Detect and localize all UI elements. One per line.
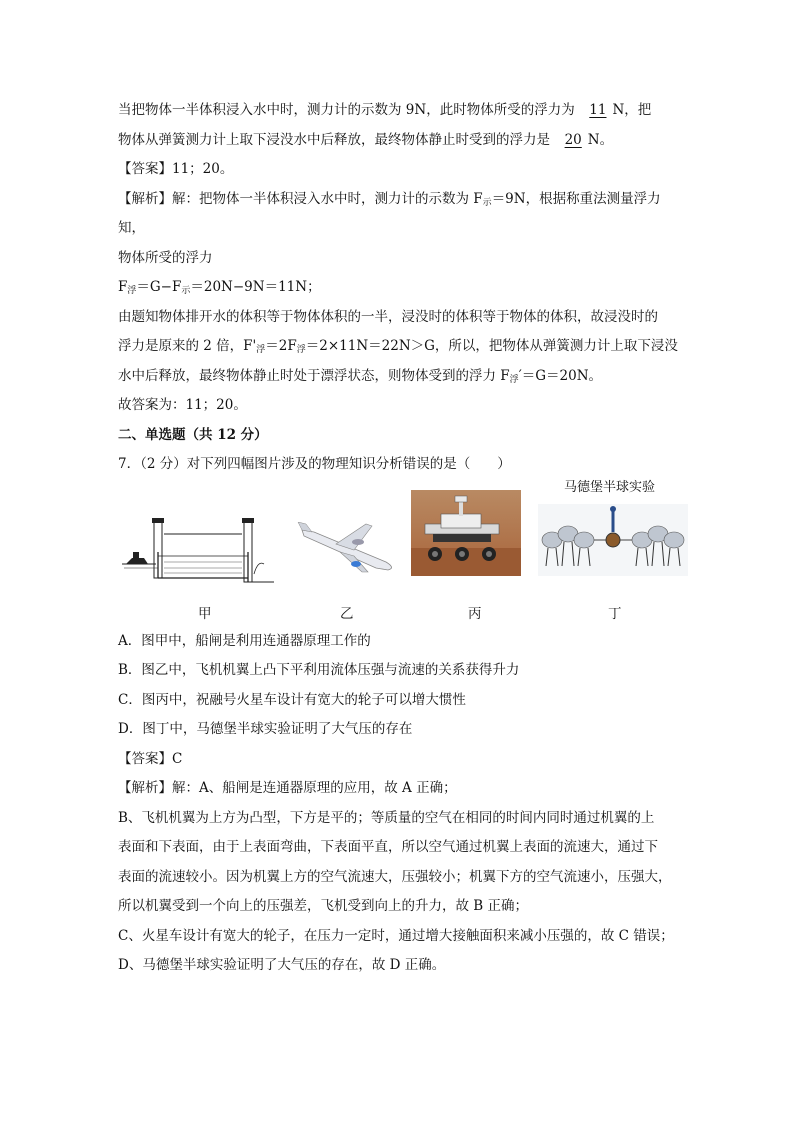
q6-analysis-4: $F_浮=G-F_示=20N-9N=11N$； [118,279,321,296]
option-a: A．图甲中，船闸是利用连通器原理工作的 [118,632,371,649]
q6-answer: 【答案】11；20。 [118,161,234,177]
q7-analysis-6: C、火星车设计有宽大的轮子，在压力一定时，通过增大接触面积来减小压强的，故 C 错误； [118,927,674,944]
figure-label-bing: 丙 [468,605,482,622]
section-heading: 二、单选题（共 12 分） [118,426,268,443]
q7-analysis-7: D、马德堡半球实验证明了大气压的存在，故 D 正确。 [118,957,446,973]
magdeburg-figure [538,504,688,576]
q6-line-1: 当把物体一半体积浸入水中时，测力计的示数为 9N，此时物体所受的浮力为 11 N，把 [118,96,678,126]
q6-analysis-8: 故答案为：11；20。 [118,397,247,413]
answer-blank-2: 20 [564,131,582,148]
q6-line-2: 物体从弹簧测力计上取下浸没水中后释放，最终物体静止时受到的浮力是 20 N。 [118,126,678,156]
answer-blank-1: 11 [589,102,607,118]
q7-analysis-5: 所以机翼受到一个向上的压强差，飞机受到向上的升力，故 B 正确； [118,898,529,914]
q7-analysis-2: B、飞机机翼为上方为凸型，下方是平的；等质量的空气在相同的时间内同时通过机翼的上 [118,809,655,826]
q7-figure-row [118,479,678,627]
figure-label-jia: 甲 [198,605,212,622]
mars-rover-figure [411,490,521,576]
q6-analysis-3: 物体所受的浮力 [118,249,213,266]
figure-label-yi: 乙 [340,605,354,622]
q6-analysis-1: 【解析】解：把物体一半体积浸入水中时，测力计的示数为 $F_示=9N$，根据称重法测量浮力 [118,190,661,208]
figure-label-ding: 丁 [608,605,622,622]
airplane-figure [296,522,401,577]
q6-analysis-5: 由题知物体排开水的体积等于物体体积的一半，浸没时的体积等于物体的体积，故浸没时的 [118,308,658,325]
q7-stem: 7．（2 分）对下列四幅图片涉及的物理知识分析错误的是（ ） [118,456,511,472]
option-c: C．图丙中，祝融号火星车设计有宽大的轮子可以增大惯性 [118,691,466,708]
document-page [118,96,678,981]
q7-analysis-1: 【解析】解：A、船闸是连通器原理的应用，故 A 正确； [118,780,457,796]
option-b: B．图乙中，飞机机翼上凸下平利用流体压强与流速的关系获得升力 [118,662,520,678]
ship-lock-figure [118,512,278,592]
q7-analysis-4: 表面的流速较小。因为机翼上方的空气流速大，压强较小；机翼下方的空气流速小，压强大， [118,868,672,885]
q6-analysis-7: 水中后释放，最终物体静止时处于漂浮状态，则物体受到的浮力 $F_浮'=G=20N$。 [118,367,603,385]
q7-analysis-3: 表面和下表面，由于上表面弯曲，下表面平直，所以空气通过机翼上表面的流速大，通过下 [118,839,658,855]
option-d: D．图丁中，马德堡半球实验证明了大气压的存在 [118,721,413,737]
magdeburg-caption: 马德堡半球实验 [564,479,656,495]
q6-analysis-6: 浮力是原来的 2 倍，$F'_浮=2F_浮=2\times 11N=22N>G$，所以，把物体从弹簧测力计上取下浸没 [118,338,678,355]
q6-analysis-2: 知， [118,220,145,236]
q7-answer: 【答案】C [118,750,183,767]
